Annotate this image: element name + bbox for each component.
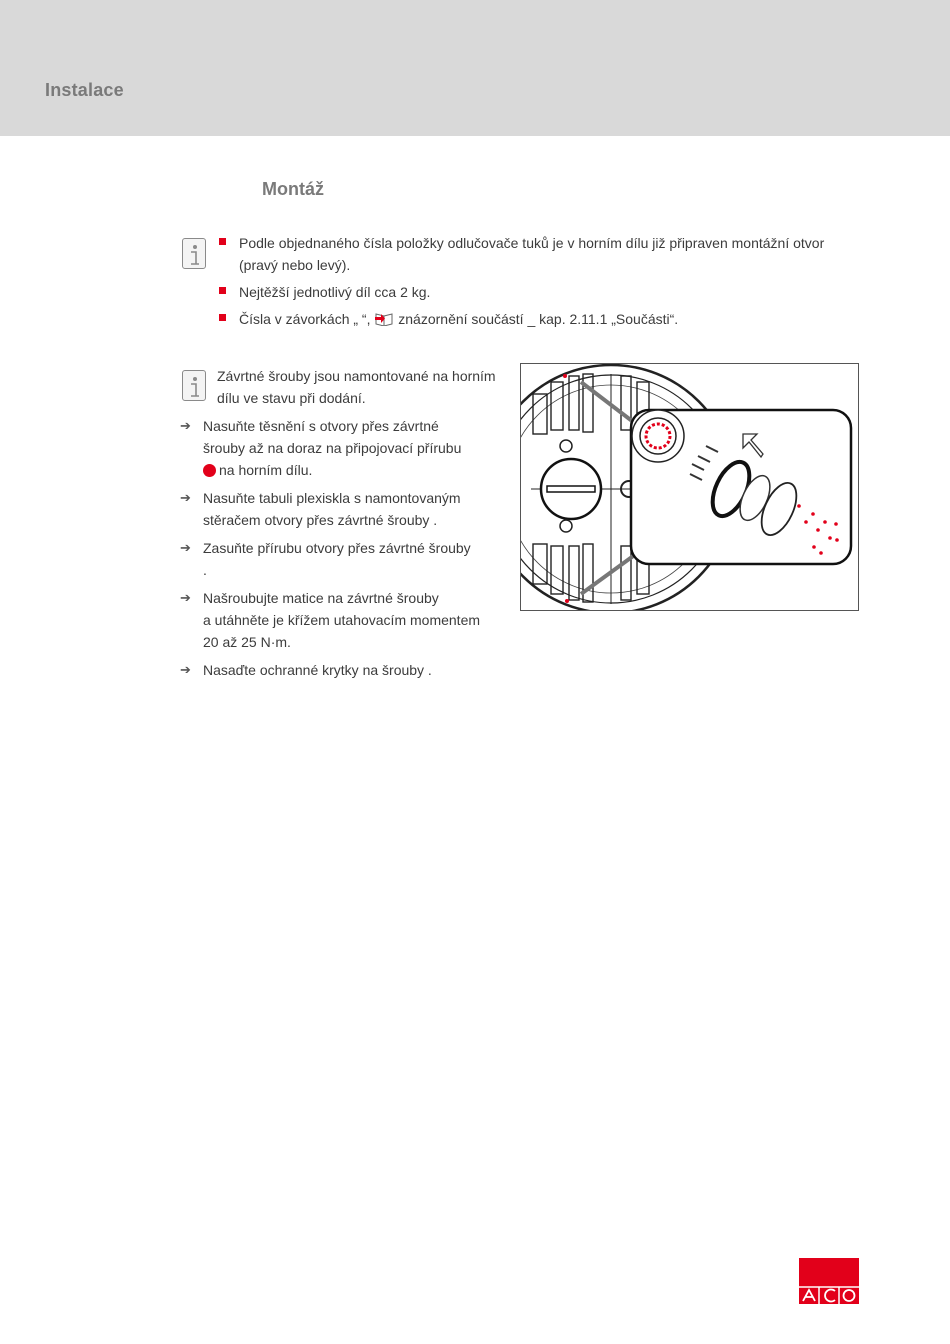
arrow-right-icon: ➔ [180, 490, 191, 505]
info-icon [182, 370, 206, 401]
step-line: šrouby až na doraz na připojovací přírubu [203, 440, 462, 456]
step-item [180, 659, 520, 681]
step-line: a utáhněte je křížem utahovacím momentem [203, 612, 481, 628]
step-line: na horním dílu. [219, 462, 313, 478]
step-list [180, 415, 520, 687]
bullet-text: Podle objednaného čísla položky odlučovače tuků je v horním dílu již připraven montážní otvor (pravý nebo levý). [239, 235, 825, 273]
bullet-text: Nejtěžší jednotlivý díl cca 2 kg. [239, 284, 431, 300]
assembly-drawing [521, 364, 859, 611]
arrow-right-icon: ➔ [180, 418, 191, 433]
step-line: . [203, 562, 207, 578]
list-item [218, 232, 858, 276]
step-line: Nasuňte těsnění s otvory přes závrtné [203, 418, 439, 434]
arrow-right-icon: ➔ [180, 540, 191, 555]
header-band [0, 0, 950, 136]
step-item [180, 487, 520, 531]
step-line: 20 až 25 N·m. [203, 634, 291, 650]
chapter-title: Montáž [262, 179, 324, 199]
aco-logo [799, 1258, 859, 1304]
arrow-right-icon: ➔ [180, 662, 191, 677]
bullet-text: Čísla v závorkách „ “, [239, 311, 375, 327]
assembly-figure [520, 363, 859, 611]
step-line: Zasuňte přírubu otvory přes závrtné šrouby [203, 540, 471, 556]
note-text: Závrtné šrouby jsou namontované na horním dílu ve stavu při dodání. [217, 368, 496, 406]
bullet-text-after: znázornění součástí _ kap. 2.11.1 „Součásti“. [394, 311, 679, 327]
step-item [180, 537, 520, 581]
red-square-bullet-icon [219, 314, 226, 321]
step-line: Nasaďte ochranné krytky na šrouby . [203, 662, 432, 678]
step-item [180, 587, 520, 653]
book-reference-icon[interactable] [374, 310, 394, 332]
step-line: Nasuňte tabuli plexiskla s namontovaným [203, 490, 461, 506]
step-line: stěračem otvory přes závrtné šrouby . [203, 512, 438, 528]
red-dot-icon [203, 464, 216, 477]
step-line-with-marker [203, 459, 520, 481]
step-line: Našroubujte matice na závrtné šrouby [203, 590, 439, 606]
list-item [218, 281, 858, 303]
arrow-right-icon: ➔ [180, 590, 191, 605]
red-square-bullet-icon [219, 287, 226, 294]
list-item [218, 308, 858, 332]
step-item [180, 415, 520, 481]
section-title: Instalace [45, 80, 124, 100]
info-icon [182, 238, 206, 269]
intro-bullet-list [218, 232, 858, 337]
red-square-bullet-icon [219, 238, 226, 245]
